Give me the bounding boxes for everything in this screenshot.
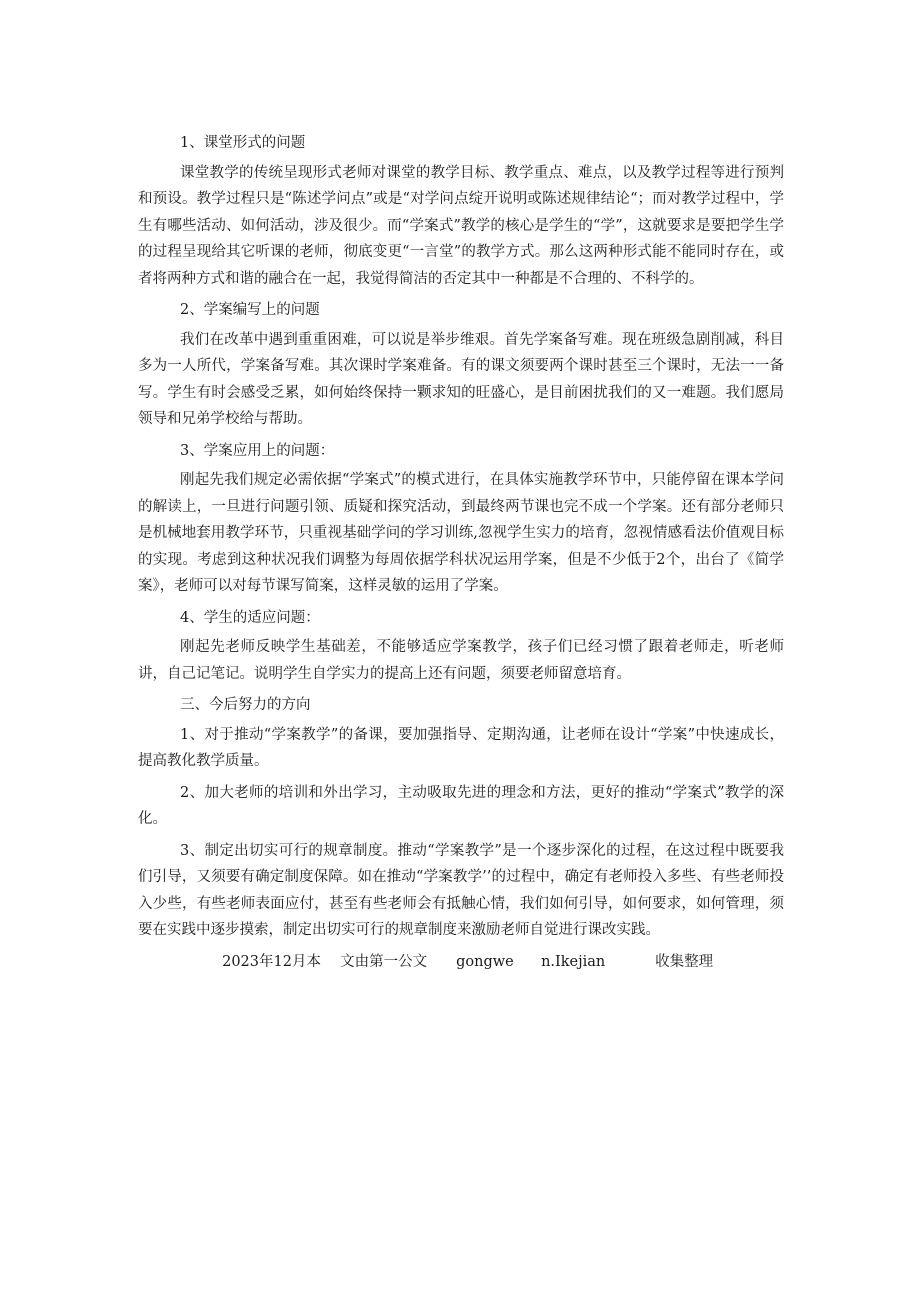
paragraph-direction-3: 3、制定出切实可行的规章制度。推动“学案教学”是一个逐步深化的过程，在这过程中既要我们引导，又须要有确定制度保障。如在推动“学案教学’’的过程中，确定有老师投入多些、有些老师投入少些，有些老师表面应付，甚至有些老师会有抵触心情，我们如何引导，如何要求，如何管理，须要在实践中逐步摸索，制定出切实可行的规章制度来激励老师自觉进行课改实践。 xyxy=(138,842,784,938)
document-body xyxy=(138,130,784,975)
footer-url-part1: gongwe xyxy=(456,953,514,970)
section-heading-student-adaptation: 4、学生的适应问题： xyxy=(180,609,320,626)
section-heading-plan-application: 3、学案应用上的问题： xyxy=(180,442,335,459)
section-heading-future-direction: 三、今后努力的方向 xyxy=(180,697,311,713)
paragraph-classroom-form: 课堂教学的传统呈现形式老师对课堂的教学目标、教学重点、难点，以及教学过程等进行预判和预设。教学过程只是“陈述学问点”或是“对学问点绽开说明或陈述规律结论“；而对教学过程中，学生有哪些活动、如何活动，涉及很少。而“学案式”教学的核心是学生的“学”，这就要求是要把学生学的过程呈现给其它听课的老师，彻底变更“一言堂”的教学方式。那么这两种形式能不能同时存在，或者将两种方式和谐的融合在一起，我觉得简洁的否定其中一种都是不合理的、不科学的。 xyxy=(138,164,784,287)
footer-url-part2: n.Ikejian xyxy=(541,953,606,970)
section-heading-plan-writing: 2、学案编写上的问题 xyxy=(180,302,320,318)
paragraph-plan-application: 刚起先我们规定必需依据“学案式”的模式进行，在具体实施教学环节中，只能停留在课本学问的解读上，一旦进行问题引领、质疑和探究活动，到最终两节课也完不成一个学案。还有部分老师只是机械地套用教学环节，只重视基础学问的学习训练,忽视学生实力的培育，忽视情感看法价值观目标的实现。考虑到这种状况我们调整为每周依据学科状况运用学案，但是不少低于2个，出台了《简学案》，老师可以对每节课写简案，这样灵敏的运用了学案。 xyxy=(138,472,784,594)
paragraph-direction-2: 2、加大老师的培训和外出学习，主动吸取先进的理念和方法，更好的推动“学案式”教学的深化。 xyxy=(138,784,784,827)
paragraph-student-adaptation: 刚起先老师反映学生基础差，不能够适应学案教学，孩子们已经习惯了跟着老师走，听老师讲，自己记笔记。说明学生自学实力的提高上还有问题，须要老师留意培育。 xyxy=(138,639,784,682)
footer-date: 2023年12月本 xyxy=(222,953,321,970)
footer-collected: 收集整理 xyxy=(655,953,714,970)
section-heading-classroom-form: 1、课堂形式的问题 xyxy=(180,135,306,151)
paragraph-direction-1: 1、对于推动“学案教学”的备课，要加强指导、定期沟通，让老师在设计“学案”中快速成长，提高教化教学质量。 xyxy=(138,726,784,769)
source-footer xyxy=(138,949,784,976)
paragraph-plan-writing: 我们在改革中遇到重重困难，可以说是举步维艰。首先学案备写难。现在班级急剧削减，科目多为一人所代，学案备写难。其次课时学案难备。有的课文须要两个课时甚至三个课时，无法一一备写。学生有时会感受乏累，如何始终保持一颗求知的旺盛心，是目前困扰我们的又一难题。我们愿局领导和兄弟学校给与帮助。 xyxy=(138,331,784,427)
footer-source: 文由第一公文 xyxy=(340,953,428,970)
